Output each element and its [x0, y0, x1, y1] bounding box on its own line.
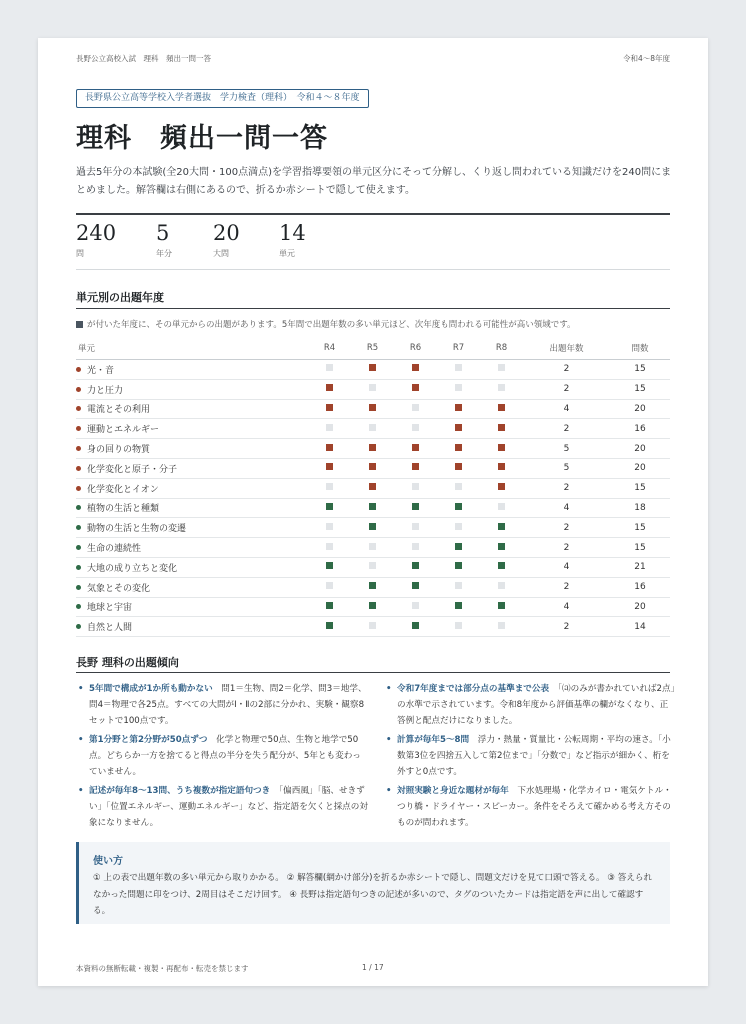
year-cell — [351, 439, 394, 459]
year-count-cell: 2 — [523, 538, 610, 558]
appeared-mark — [369, 444, 376, 451]
appeared-mark — [412, 463, 419, 470]
unit-name: 動物の生活と生物の変遷 — [87, 524, 187, 535]
appeared-mark — [455, 503, 462, 510]
table-row — [76, 379, 670, 399]
trend-body: 化学と物理で50点、生物と地学で50点。どちらか一方を捨てると得点の半分を失う配分が、5年とも変わっていません。 — [89, 735, 361, 777]
trend-body: 下水処理場・化学カイロ・電気ケトル・つり橋・ドライヤー・スピーカー。条件をそろえて確かめる考え方そのものが問われます。 — [397, 786, 672, 828]
col-header-count: 出題年数 — [523, 337, 610, 360]
col-header-year: R6 — [394, 337, 437, 360]
year-count-cell: 2 — [523, 478, 610, 498]
stat-label: 問 — [76, 249, 84, 258]
not-appeared-mark — [412, 543, 419, 550]
year-cell — [480, 577, 523, 597]
appeared-mark — [412, 503, 419, 510]
year-count-cell: 4 — [523, 597, 610, 617]
stat-value: 20 — [213, 221, 240, 245]
not-appeared-mark — [369, 562, 376, 569]
page-number: 1 / 17 — [362, 963, 384, 972]
appeared-mark — [498, 463, 505, 470]
year-cell — [480, 419, 523, 439]
year-cell — [437, 439, 480, 459]
appeared-mark — [369, 602, 376, 609]
appeared-mark — [498, 543, 505, 550]
year-count-cell: 4 — [523, 498, 610, 518]
unit-cell — [76, 617, 308, 637]
appeared-mark — [498, 562, 505, 569]
year-cell — [437, 617, 480, 637]
year-cell — [351, 498, 394, 518]
unit-name: 化学変化とイオン — [87, 484, 159, 495]
unit-name: 生命の連続性 — [87, 544, 142, 555]
not-appeared-mark — [455, 384, 462, 391]
col-header-year: R4 — [308, 337, 351, 360]
page-title: 理科 頻出一問一答 — [76, 123, 328, 154]
appeared-mark — [326, 463, 333, 470]
appeared-mark — [369, 483, 376, 490]
appeared-mark — [326, 562, 333, 569]
year-cell — [308, 577, 351, 597]
year-cell — [351, 577, 394, 597]
year-cell — [480, 498, 523, 518]
year-count-cell: 2 — [523, 617, 610, 637]
unit-year-table — [76, 337, 670, 637]
header-left: 長野公立高校入試 理科 頻出一問一答 — [76, 54, 211, 63]
table-row — [76, 597, 670, 617]
trend-item — [76, 732, 368, 780]
question-count-cell: 20 — [610, 458, 670, 478]
year-cell — [351, 557, 394, 577]
question-count-cell: 15 — [610, 538, 670, 558]
table-row — [76, 557, 670, 577]
table-note — [76, 318, 576, 330]
year-cell — [308, 538, 351, 558]
table-row — [76, 617, 670, 637]
year-cell — [351, 458, 394, 478]
unit-cell — [76, 478, 308, 498]
year-cell — [394, 458, 437, 478]
year-cell — [480, 360, 523, 380]
unit-cell — [76, 518, 308, 538]
appeared-mark — [455, 562, 462, 569]
question-count-cell: 16 — [610, 577, 670, 597]
table-row — [76, 538, 670, 558]
appeared-mark — [326, 622, 333, 629]
trend-item — [384, 732, 676, 780]
year-cell — [308, 617, 351, 637]
table-section-title: 単元別の出題年度 — [76, 291, 164, 304]
section-rule — [76, 672, 670, 673]
header-right: 令和4～8年度 — [622, 54, 670, 63]
table-row — [76, 419, 670, 439]
unit-cell — [76, 557, 308, 577]
stats-divider-top — [76, 213, 670, 215]
year-cell — [480, 399, 523, 419]
unit-cell — [76, 439, 308, 459]
stats-divider-bottom — [76, 269, 670, 270]
category-dot-icon — [76, 486, 81, 491]
year-cell — [394, 498, 437, 518]
table-row — [76, 439, 670, 459]
year-cell — [394, 577, 437, 597]
year-count-cell: 2 — [523, 518, 610, 538]
unit-name: 自然と人間 — [87, 623, 133, 634]
unit-cell — [76, 379, 308, 399]
year-cell — [394, 439, 437, 459]
table-row — [76, 577, 670, 597]
not-appeared-mark — [326, 582, 333, 589]
unit-name: 光・音 — [87, 365, 115, 376]
not-appeared-mark — [326, 543, 333, 550]
table-row — [76, 458, 670, 478]
trend-heading: 対照実験と身近な題材が毎年 — [397, 786, 509, 796]
question-count-cell: 21 — [610, 557, 670, 577]
year-cell — [308, 458, 351, 478]
year-cell — [351, 597, 394, 617]
year-cell — [437, 379, 480, 399]
section-rule — [76, 308, 670, 309]
question-count-cell: 14 — [610, 617, 670, 637]
stat-value: 5 — [156, 221, 170, 245]
appeared-mark — [412, 364, 419, 371]
appeared-mark — [412, 444, 419, 451]
stat-major-questions — [213, 219, 240, 259]
unit-name: 力と圧力 — [87, 385, 124, 396]
not-appeared-mark — [369, 622, 376, 629]
col-header-year: R5 — [351, 337, 394, 360]
not-appeared-mark — [455, 582, 462, 589]
category-dot-icon — [76, 505, 81, 510]
appeared-mark — [498, 523, 505, 530]
bullet-icon: • — [78, 735, 84, 745]
not-appeared-mark — [455, 523, 462, 530]
year-cell — [480, 379, 523, 399]
how-to-body: ① 上の表で出題年数の多い単元から取りかかる。 ② 解答欄(網かけ部分)を折るか赤シートで隠し、問題文だけを見て口頭で答える。 ③ 答えられなかった問題に印をつけ、2周目はそこだけ回す。 ④ 長野は指定語句つきの記述が多いので、タグのついたカードは指定語を声に出して確認する。 — [93, 873, 653, 916]
appeared-mark — [412, 384, 419, 391]
document-page — [38, 38, 708, 986]
year-cell — [437, 498, 480, 518]
appeared-mark — [455, 424, 462, 431]
category-dot-icon — [76, 565, 81, 570]
trend-body: 「⒜のみが書かれていれば2点」の水準で示されています。令和8年度から評価基準の欄がなくなり、正答例と配点だけになりました。 — [397, 684, 675, 726]
year-cell — [394, 597, 437, 617]
unit-cell — [76, 399, 308, 419]
unit-cell — [76, 577, 308, 597]
exam-badge: 長野県公立高等学校入学者選抜 学力検査（理科） 令和４～８年度 — [76, 89, 369, 108]
not-appeared-mark — [369, 543, 376, 550]
unit-cell — [76, 538, 308, 558]
year-cell — [480, 557, 523, 577]
stat-years — [156, 219, 172, 259]
trend-heading: 計算が毎年5～8問 — [397, 735, 470, 745]
trend-body: 「偏西風」「脳、せきずい」「位置エネルギー、運動エネルギー」など、指定語を欠くと採点の対象になりません。 — [89, 786, 368, 828]
year-cell — [308, 557, 351, 577]
question-count-cell: 16 — [610, 419, 670, 439]
trends-section-title: 長野 理科の出題傾向 — [76, 656, 179, 669]
year-cell — [480, 617, 523, 637]
question-count-cell: 15 — [610, 360, 670, 380]
category-dot-icon — [76, 367, 81, 372]
year-cell — [437, 478, 480, 498]
appeared-mark — [369, 582, 376, 589]
year-count-cell: 5 — [523, 439, 610, 459]
year-cell — [437, 538, 480, 558]
trend-body: 問1＝生物、問2＝化学、問3＝地学、問4＝物理で各25点。すべての大問がⅠ・Ⅱの2部に分かれ、実験・観察8セットで100点です。 — [89, 684, 367, 726]
stat-label: 大問 — [213, 249, 229, 258]
year-cell — [308, 597, 351, 617]
year-cell — [437, 458, 480, 478]
appeared-mark — [455, 463, 462, 470]
stat-questions — [76, 219, 116, 259]
year-cell — [308, 439, 351, 459]
appeared-mark — [455, 404, 462, 411]
not-appeared-mark — [498, 582, 505, 589]
appeared-mark — [326, 444, 333, 451]
appeared-mark — [369, 523, 376, 530]
not-appeared-mark — [455, 622, 462, 629]
appeared-mark — [412, 562, 419, 569]
year-cell — [394, 419, 437, 439]
how-to-title: 使い方 — [93, 856, 123, 867]
bullet-icon: • — [78, 786, 84, 796]
stat-value: 14 — [279, 221, 306, 245]
unit-name: 電流とその利用 — [87, 405, 151, 416]
year-cell — [308, 518, 351, 538]
question-count-cell: 15 — [610, 478, 670, 498]
trend-item — [384, 681, 676, 729]
question-count-cell: 18 — [610, 498, 670, 518]
appeared-mark — [369, 404, 376, 411]
col-header-year: R7 — [437, 337, 480, 360]
lead-paragraph: 過去5年分の本試験(全20大問・100点満点)を学習指導要領の単元区分にそって分解し、くり返し問われている知識だけを240問にまとめました。解答欄は右側にあるので、折るか赤シートで隠して使えます。 — [76, 167, 672, 196]
appeared-mark — [498, 444, 505, 451]
not-appeared-mark — [326, 364, 333, 371]
copyright-notice: 本資料の無断転載・複製・再配布・転売を禁じます — [76, 964, 249, 973]
year-count-cell: 2 — [523, 577, 610, 597]
year-cell — [351, 399, 394, 419]
year-cell — [394, 617, 437, 637]
year-cell — [480, 439, 523, 459]
year-cell — [480, 478, 523, 498]
year-cell — [394, 478, 437, 498]
year-count-cell: 2 — [523, 379, 610, 399]
stat-label: 単元 — [279, 249, 295, 258]
not-appeared-mark — [412, 424, 419, 431]
category-dot-icon — [76, 624, 81, 629]
year-count-cell: 2 — [523, 360, 610, 380]
category-dot-icon — [76, 525, 81, 530]
year-cell — [394, 360, 437, 380]
year-cell — [394, 538, 437, 558]
question-count-cell: 20 — [610, 399, 670, 419]
appeared-mark — [455, 444, 462, 451]
trends-right-column — [384, 681, 676, 834]
question-count-cell: 20 — [610, 439, 670, 459]
not-appeared-mark — [498, 622, 505, 629]
unit-cell — [76, 419, 308, 439]
appeared-mark — [412, 622, 419, 629]
trends-left-column — [76, 681, 368, 834]
year-cell — [351, 538, 394, 558]
year-cell — [437, 597, 480, 617]
page-footer — [76, 963, 670, 974]
category-dot-icon — [76, 585, 81, 590]
year-cell — [437, 399, 480, 419]
stat-label: 年分 — [156, 249, 172, 258]
col-header-unit: 単元 — [76, 337, 308, 360]
year-cell — [308, 399, 351, 419]
year-cell — [394, 399, 437, 419]
year-count-cell: 2 — [523, 419, 610, 439]
appeared-mark — [498, 602, 505, 609]
table-header-row — [76, 337, 670, 360]
appeared-mark — [455, 543, 462, 550]
appeared-mark — [455, 602, 462, 609]
appeared-mark — [326, 404, 333, 411]
trend-body: 浮力・熱量・質量比・公転周期・平均の速さ。「小数第3位を四捨五入して第2位まで」「分数で」など指示が細かく、桁を外すと0点です。 — [397, 735, 671, 777]
appeared-mark — [498, 404, 505, 411]
stat-value: 240 — [76, 221, 117, 245]
year-cell — [351, 478, 394, 498]
year-cell — [437, 360, 480, 380]
unit-name: 大地の成り立ちと変化 — [87, 563, 178, 574]
trend-heading: 5年間で構成が1か所も動かない — [89, 684, 213, 694]
col-header-questions: 問数 — [610, 337, 670, 360]
year-cell — [308, 419, 351, 439]
appeared-mark — [369, 503, 376, 510]
year-cell — [394, 379, 437, 399]
year-cell — [351, 419, 394, 439]
not-appeared-mark — [412, 404, 419, 411]
not-appeared-mark — [326, 523, 333, 530]
year-cell — [480, 538, 523, 558]
how-to-use-box — [76, 842, 670, 924]
question-count-cell: 15 — [610, 518, 670, 538]
running-header — [76, 53, 670, 64]
category-dot-icon — [76, 406, 81, 411]
bullet-icon: • — [386, 735, 392, 745]
trend-item — [76, 681, 368, 729]
bullet-icon: • — [78, 684, 84, 694]
year-count-cell: 4 — [523, 399, 610, 419]
not-appeared-mark — [369, 384, 376, 391]
not-appeared-mark — [455, 364, 462, 371]
question-count-cell: 20 — [610, 597, 670, 617]
appeared-mark — [326, 384, 333, 391]
trend-heading: 第1分野と第2分野が50点ずつ — [89, 735, 208, 745]
table-row — [76, 399, 670, 419]
unit-name: 化学変化と原子・分子 — [87, 464, 178, 475]
not-appeared-mark — [498, 364, 505, 371]
category-dot-icon — [76, 545, 81, 550]
bullet-icon: • — [386, 684, 392, 694]
not-appeared-mark — [412, 602, 419, 609]
unit-name: 運動とエネルギー — [87, 425, 160, 436]
question-count-cell: 15 — [610, 379, 670, 399]
year-cell — [480, 597, 523, 617]
year-cell — [308, 379, 351, 399]
category-dot-icon — [76, 604, 81, 609]
not-appeared-mark — [326, 424, 333, 431]
category-dot-icon — [76, 387, 81, 392]
trend-item — [384, 783, 676, 831]
year-cell — [394, 518, 437, 538]
col-header-year: R8 — [480, 337, 523, 360]
table-row — [76, 498, 670, 518]
table-row — [76, 360, 670, 380]
trend-heading: 記述が毎年8～13問、うち複数が指定語句つき — [89, 786, 271, 796]
category-dot-icon — [76, 466, 81, 471]
year-cell — [351, 518, 394, 538]
unit-name: 植物の生活と種類 — [87, 504, 160, 515]
year-cell — [351, 617, 394, 637]
legend-square-icon — [76, 321, 83, 328]
unit-cell — [76, 360, 308, 380]
appeared-mark — [412, 582, 419, 589]
year-cell — [394, 557, 437, 577]
unit-name: 身の回りの物質 — [87, 445, 151, 456]
unit-name: 気象とその変化 — [87, 583, 151, 594]
not-appeared-mark — [412, 483, 419, 490]
appeared-mark — [326, 503, 333, 510]
category-dot-icon — [76, 426, 81, 431]
year-cell — [437, 577, 480, 597]
unit-name: 地球と宇宙 — [87, 603, 133, 614]
appeared-mark — [369, 364, 376, 371]
year-cell — [351, 379, 394, 399]
year-cell — [437, 557, 480, 577]
table-body — [76, 360, 670, 637]
year-cell — [480, 518, 523, 538]
unit-cell — [76, 597, 308, 617]
stat-units — [279, 219, 306, 259]
not-appeared-mark — [455, 483, 462, 490]
appeared-mark — [498, 424, 505, 431]
trend-heading: 令和7年度までは部分点の基準まで公表 — [397, 684, 550, 694]
year-count-cell: 4 — [523, 557, 610, 577]
year-cell — [480, 458, 523, 478]
note-text: が付いた年度に、その単元からの出題があります。5年間で出題年数の多い単元ほど、次年度も問われる可能性が高い領域です。 — [87, 320, 576, 330]
not-appeared-mark — [498, 503, 505, 510]
trend-item — [76, 783, 368, 831]
unit-cell — [76, 498, 308, 518]
not-appeared-mark — [412, 523, 419, 530]
unit-cell — [76, 458, 308, 478]
table-row — [76, 478, 670, 498]
year-cell — [308, 360, 351, 380]
year-cell — [437, 419, 480, 439]
year-count-cell: 5 — [523, 458, 610, 478]
not-appeared-mark — [369, 424, 376, 431]
bullet-icon: • — [386, 786, 392, 796]
appeared-mark — [326, 602, 333, 609]
category-dot-icon — [76, 446, 81, 451]
year-cell — [308, 498, 351, 518]
year-cell — [351, 360, 394, 380]
not-appeared-mark — [498, 384, 505, 391]
year-cell — [308, 478, 351, 498]
table-row — [76, 518, 670, 538]
appeared-mark — [369, 463, 376, 470]
appeared-mark — [498, 483, 505, 490]
year-cell — [437, 518, 480, 538]
not-appeared-mark — [326, 483, 333, 490]
